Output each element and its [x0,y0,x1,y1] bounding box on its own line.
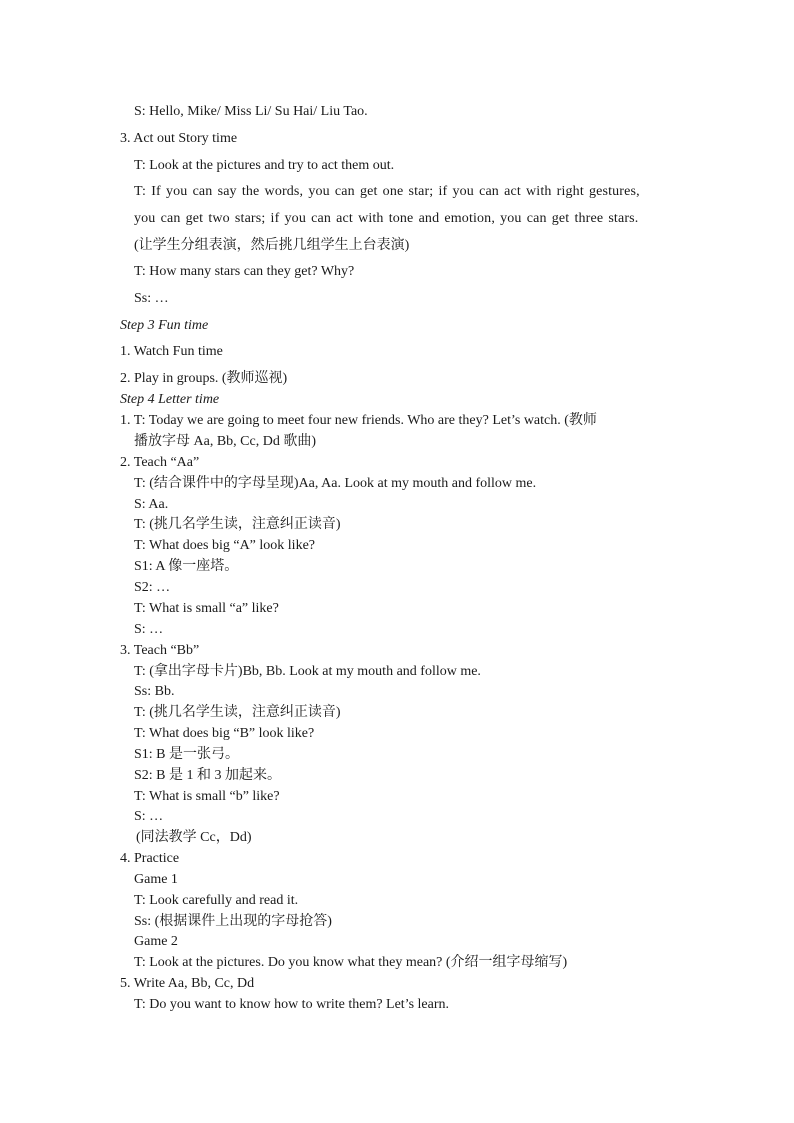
section-heading: 4. Practice [120,851,180,866]
section-heading: 3. Act out Story time [120,131,238,146]
dialogue-line: T: If you can say the words, you can get one star; if you can act with right gestures, [134,184,640,199]
dialogue-line: T: What does big “A” look like? [134,538,315,553]
dialogue-line: Ss: Bb. [134,684,175,699]
section-heading: 2. Teach “Aa” [120,455,200,470]
dialogue-line: T: How many stars can they get? Why? [134,264,355,279]
dialogue-line: S2: B 是 1 和 3 加起来。 [134,768,282,783]
dialogue-line: T: Look carefully and read it. [134,893,299,908]
game-label: Game 1 [134,872,178,887]
dialogue-line: T: (挑几名学生读，注意纠正读音) [134,705,341,720]
section-heading: 1. T: Today we are going to meet four new friends. Who are they? Let’s watch. (教师 [120,413,597,428]
dialogue-line: Ss: (根据课件上出现的字母抢答) [134,914,332,929]
dialogue-line: S: … [134,622,164,637]
dialogue-line: T: Look at the pictures. Do you know what they mean? (介绍一组字母缩写) [134,955,568,970]
dialogue-line: S1: A 像一座塔。 [134,559,239,574]
section-heading: 1. Watch Fun time [120,344,223,359]
section-heading: 2. Play in groups. (教师巡视) [120,371,288,386]
note-line: (同法教学 Cc，Dd) [136,830,252,845]
dialogue-line: S: Hello, Mike/ Miss Li/ Su Hai/ Liu Tao. [134,104,368,119]
dialogue-line: T: (拿出字母卡片)Bb, Bb. Look at my mouth and follow me. [134,664,481,679]
dialogue-line: T: Look at the pictures and try to act them out. [134,158,395,173]
dialogue-line: S: … [134,809,164,824]
dialogue-line: Ss: … [134,291,169,306]
section-heading: 5. Write Aa, Bb, Cc, Dd [120,976,255,991]
step-heading: Step 3 Fun time [120,318,209,333]
game-label: Game 2 [134,934,178,949]
dialogue-line: S2: … [134,580,171,595]
dialogue-line: you can get two stars; if you can act with tone and emotion, you can get three stars. [134,211,639,226]
dialogue-line: T: What is small “b” like? [134,789,280,804]
dialogue-line: T: (结合课件中的字母呈现)Aa, Aa. Look at my mouth and follow me. [134,476,537,491]
dialogue-line: T: What does big “B” look like? [134,726,315,741]
dialogue-line: S1: B 是一张弓。 [134,747,240,762]
dialogue-line: S: Aa. [134,497,169,512]
dialogue-line: 播放字母 Aa, Bb, Cc, Dd 歌曲) [134,434,316,449]
section-heading: 3. Teach “Bb” [120,643,200,658]
dialogue-line: T: Do you want to know how to write them? Let’s learn. [134,997,450,1012]
dialogue-line: T: (挑几名学生读，注意纠正读音) [134,517,341,532]
note-line: (让学生分组表演，然后挑几组学生上台表演) [134,238,410,253]
step-heading: Step 4 Letter time [120,392,220,407]
dialogue-line: T: What is small “a” like? [134,601,279,616]
